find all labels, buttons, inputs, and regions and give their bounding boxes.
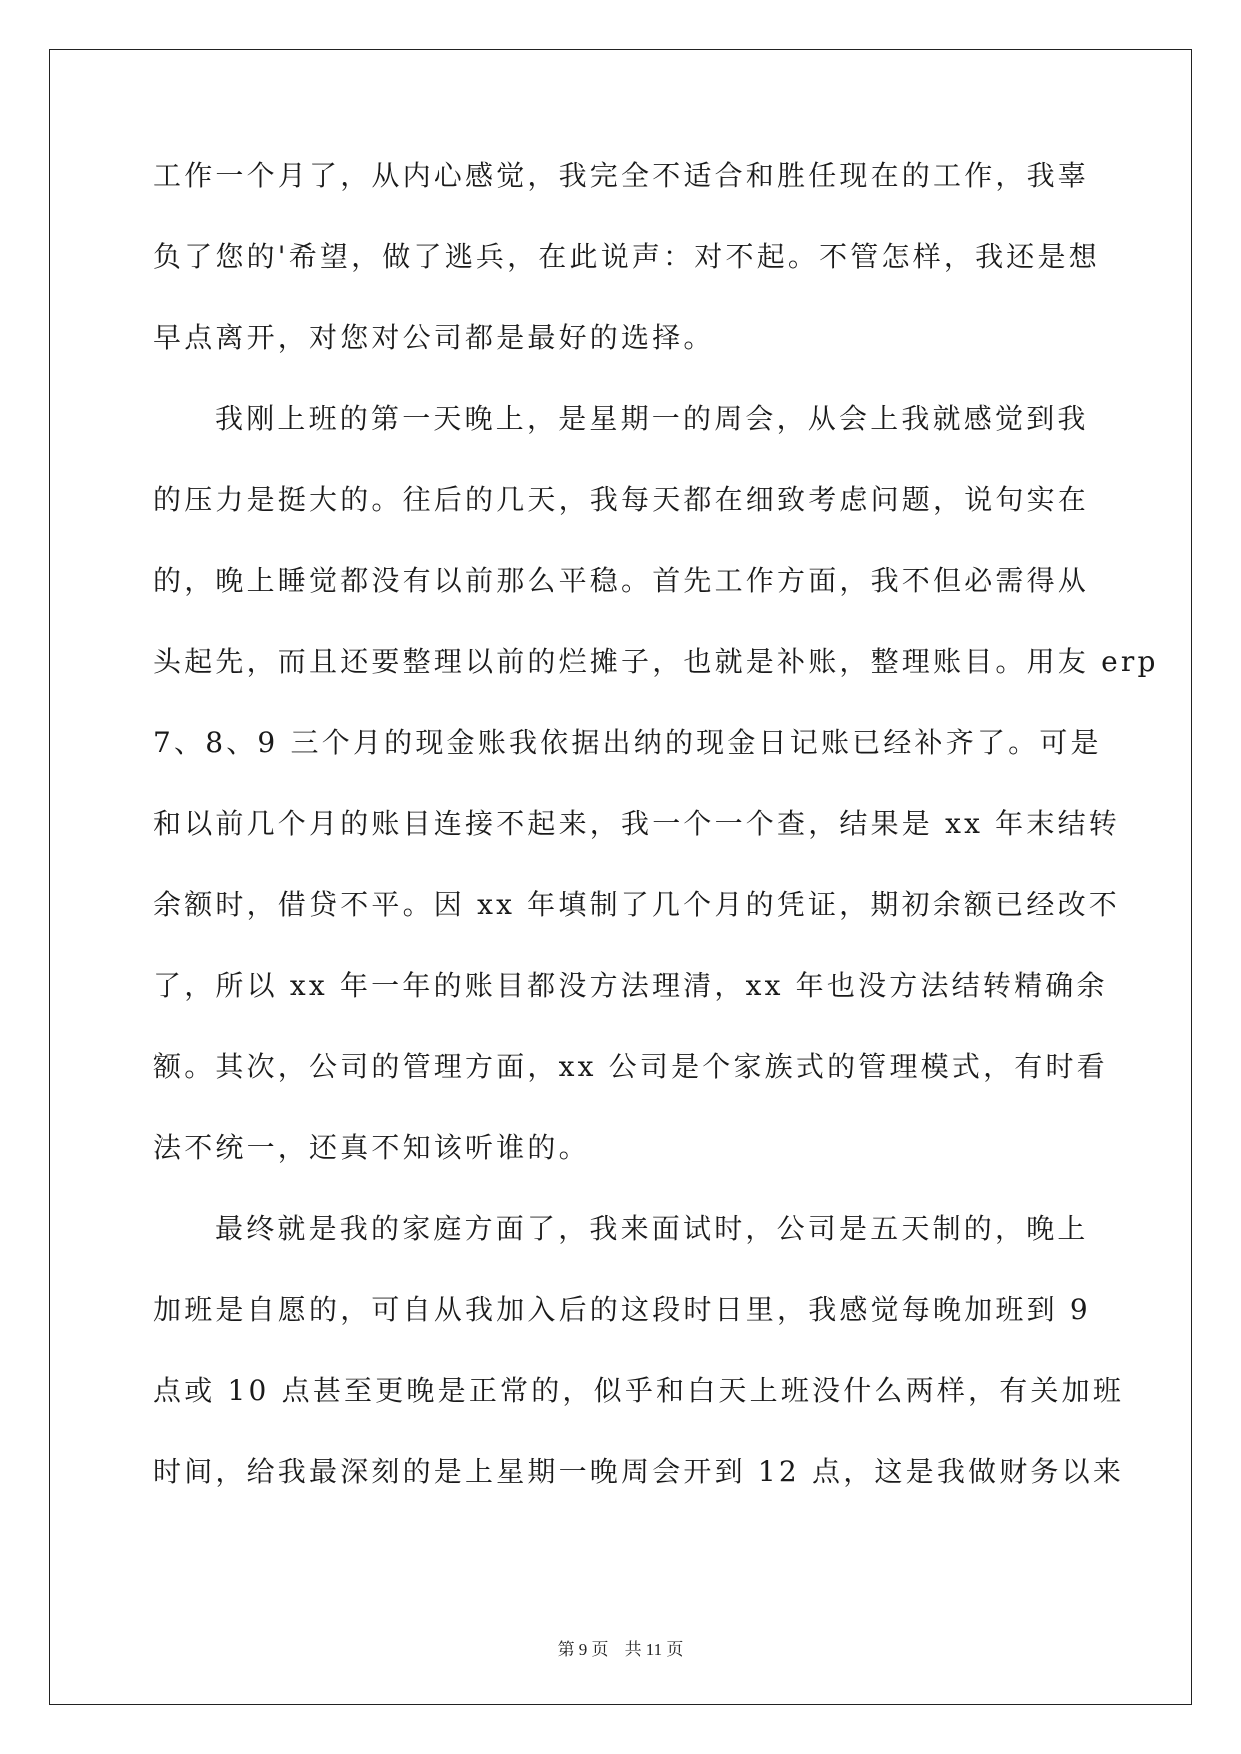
page-footer: [0, 1635, 1241, 1660]
paragraph-line: 了，所以 xx 年一年的账目都没方法理清，xx 年也没方法结转精确余: [153, 969, 1108, 1002]
paragraph-line: 额。其次，公司的管理方面，xx 公司是个家族式的管理模式，有时看: [153, 1050, 1108, 1083]
paragraph-line: 负了您的'希望，做了逃兵，在此说声：对不起。不管怎样，我还是想: [153, 240, 1100, 273]
paragraph-line: 余额时，借贷不平。因 xx 年填制了几个月的凭证，期初余额已经改不: [153, 888, 1120, 921]
paragraph-line: 工作一个月了，从内心感觉，我完全不适合和胜任现在的工作，我辜: [153, 159, 1090, 192]
page-total: 共 11 页: [624, 1640, 684, 1659]
paragraph-line: 头起先，而且还要整理以前的烂摊子，也就是补账，整理账目。用友 erp: [153, 645, 1159, 678]
paragraph-line: 的，晚上睡觉都没有以前那么平稳。首先工作方面，我不但必需得从: [153, 564, 1090, 597]
paragraph-line: 我刚上班的第一天晚上，是星期一的周会，从会上我就感觉到我: [215, 402, 1089, 435]
document-body: [153, 159, 1159, 1537]
paragraph-line: 点或 10 点甚至更晚是正常的，似乎和白天上班没什么两样，有关加班: [153, 1374, 1125, 1407]
paragraph-line: 7、8、9 三个月的现金账我依据出纳的现金日记账已经补齐了。可是: [153, 726, 1102, 759]
paragraph-line: 法不统一，还真不知该听谁的。: [153, 1131, 590, 1164]
paragraph-line: 和以前几个月的账目连接不起来，我一个一个查，结果是 xx 年末结转: [153, 807, 1120, 840]
paragraph-line: 最终就是我的家庭方面了，我来面试时，公司是五天制的，晚上: [215, 1212, 1089, 1245]
paragraph-line: 早点离开，对您对公司都是最好的选择。: [153, 321, 715, 354]
paragraph-line: 加班是自愿的，可自从我加入后的这段时日里，我感觉每晚加班到 9: [153, 1293, 1091, 1326]
page-number: 第 9 页: [557, 1640, 609, 1659]
paragraph-line: 的压力是挺大的。往后的几天，我每天都在细致考虑问题，说句实在: [153, 483, 1090, 516]
paragraph-line: 时间，给我最深刻的是上星期一晚周会开到 12 点，这是我做财务以来: [153, 1455, 1125, 1488]
